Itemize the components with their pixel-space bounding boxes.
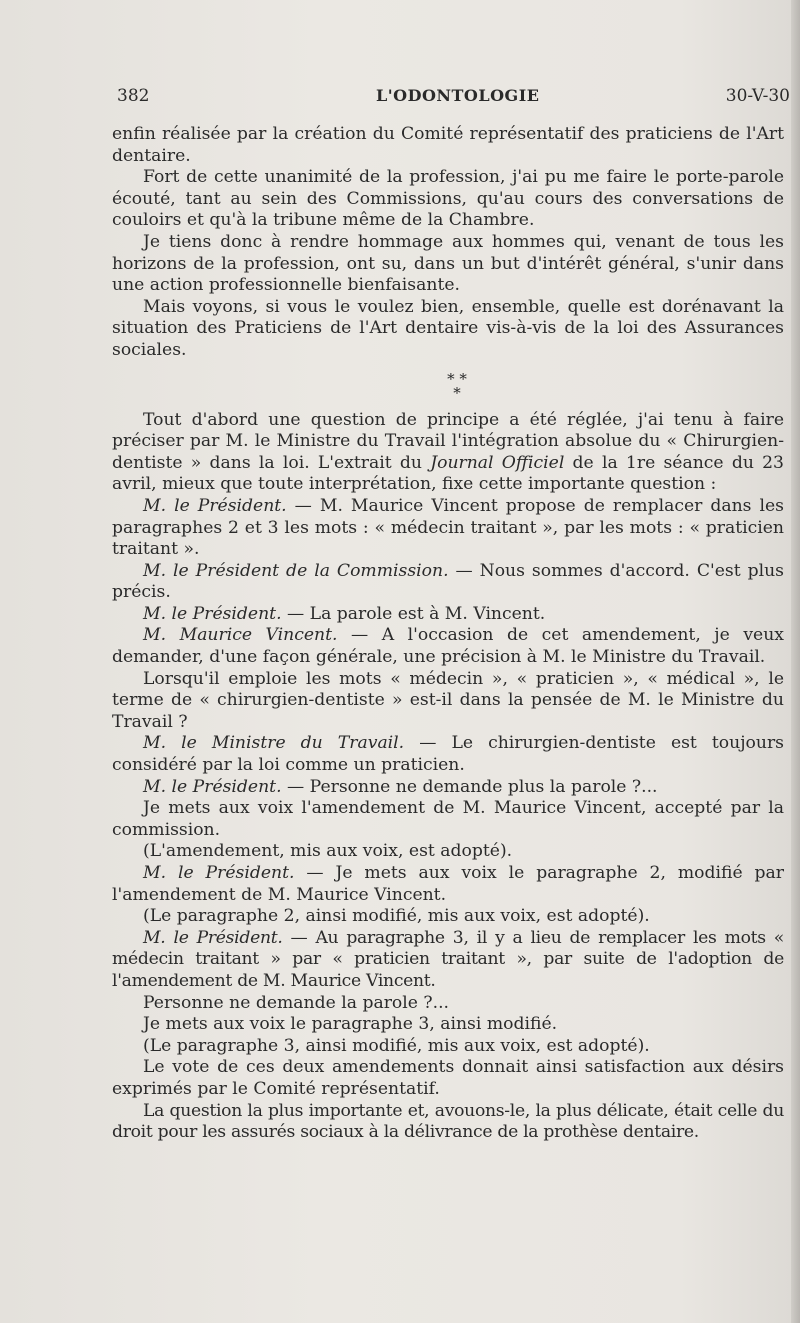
dialogue-paragraph: M. Maurice Vincent. — A l'occasion de cet amendement, je veux demander, d'une façon générale, une précision à M. le Ministre du Travail. [112,625,784,668]
page-edge-shadow [791,0,800,1323]
paragraph: Lorsqu'il emploie les mots « médecin », « praticien », « médical », le terme de « chirurgien-dentiste » est-il dans la pensée de M. le Ministre du Travail ? [112,668,784,732]
section-separator [112,362,784,410]
page-number: 382 [117,86,150,106]
paragraph: Tout d'abord une question de principe a été réglée, j'ai tenu à faire préciser par M. le Ministre du Travail l'intégration absolue du « Chirurgien-dentiste » dans la loi. L'extrait du Journal Officiel de la 1re séance du 23 avril, mieux que toute interprétation, fixe cette importante question : [112,409,784,495]
speaker: M. Maurice Vincent. [143,625,338,646]
paragraph: Le vote de ces deux amendements donnait ainsi satisfaction aux désirs exprimés par le Comité représentatif. [112,1057,784,1099]
issue-date: 30-V-30 [725,86,790,106]
paragraph: Personne ne demande la parole ?... [143,992,450,1013]
asterism: * * * [447,369,467,402]
paragraph: Mais voyons, si vous le voulez bien, ensemble, quelle est dorénavant la situation des Praticiens de l'Art dentaire vis-à-vis de la loi des Assurances sociales. [112,296,784,360]
speaker: M. le Ministre du Travail. [143,733,405,754]
paragraph: Fort de cette unanimité de la profession, j'ai pu me faire le porte-parole écouté, tant au sein des Commissions, qu'au cours des conversations de couloirs et qu'à la tribune même de la Chambre. [112,167,784,231]
dialogue-paragraph: M. le Président. — La parole est à M. Vincent. [143,603,546,624]
journal-reference: Journal Officiel [430,452,565,473]
paragraph: (Le paragraphe 3, ainsi modifié, mis aux voix, est adopté). [143,1035,650,1056]
speaker: M. le Président de la Commission. [143,560,449,581]
paragraph: (L'amendement, mis aux voix, est adopté). [143,841,513,862]
dialogue-paragraph: M. le Président. — Je mets aux voix le paragraphe 2, modifié par l'amendement de M. Maurice Vincent. [112,863,784,905]
paragraph: Je tiens donc à rendre hommage aux hommes qui, venant de tous les horizons de la profession, ont su, dans un but d'intérêt général, s'unir dans une action professionnelle bienfaisante. [112,231,784,296]
speaker: M. le Président. [143,776,282,797]
journal-title: L'ODONTOLOGIE [376,86,540,105]
speaker: M. le Président. [143,863,295,883]
paragraph: (Le paragraphe 2, ainsi modifié, mis aux voix, est adopté). [143,906,650,927]
running-header [117,86,790,110]
speaker: M. le Président. [143,927,283,948]
speaker: M. le Président. [143,603,282,624]
dialogue-paragraph: M. le Ministre du Travail. — Le chirurgien-dentiste est toujours considéré par la loi comme un praticien. [112,733,784,776]
dialogue-paragraph: M. le Président. — M. Maurice Vincent propose de remplacer dans les paragraphes 2 et 3 les mots : « médecin traitant », par les mots : « praticien traitant ». [112,495,785,560]
paragraph: La question la plus importante et, avouons-le, la plus délicate, était celle du droit pour les assurés sociaux à la délivrance de la prothèse dentaire. [112,1100,784,1143]
article-body [112,124,784,1144]
dialogue-paragraph: M. le Président. — Au paragraphe 3, il y a lieu de remplacer les mots « médecin traitant » par « praticien traitant », par suite de l'adoption de l'amendement de M. Maurice Vincent. [112,927,784,991]
speaker: M. le Président. [143,495,287,516]
paragraph: Je mets aux voix le paragraphe 3, ainsi modifié. [143,1014,558,1035]
dialogue-paragraph: M. le Président de la Commission. — Nous sommes d'accord. C'est plus précis. [112,560,784,603]
paragraph: Je mets aux voix l'amendement de M. Maurice Vincent, accepté par la commission. [112,798,784,840]
paragraph: enfin réalisée par la création du Comité représentatif des praticiens de l'Art dentaire. [112,124,784,166]
dialogue-paragraph: M. le Président. — Personne ne demande plus la parole ?... [143,776,658,797]
